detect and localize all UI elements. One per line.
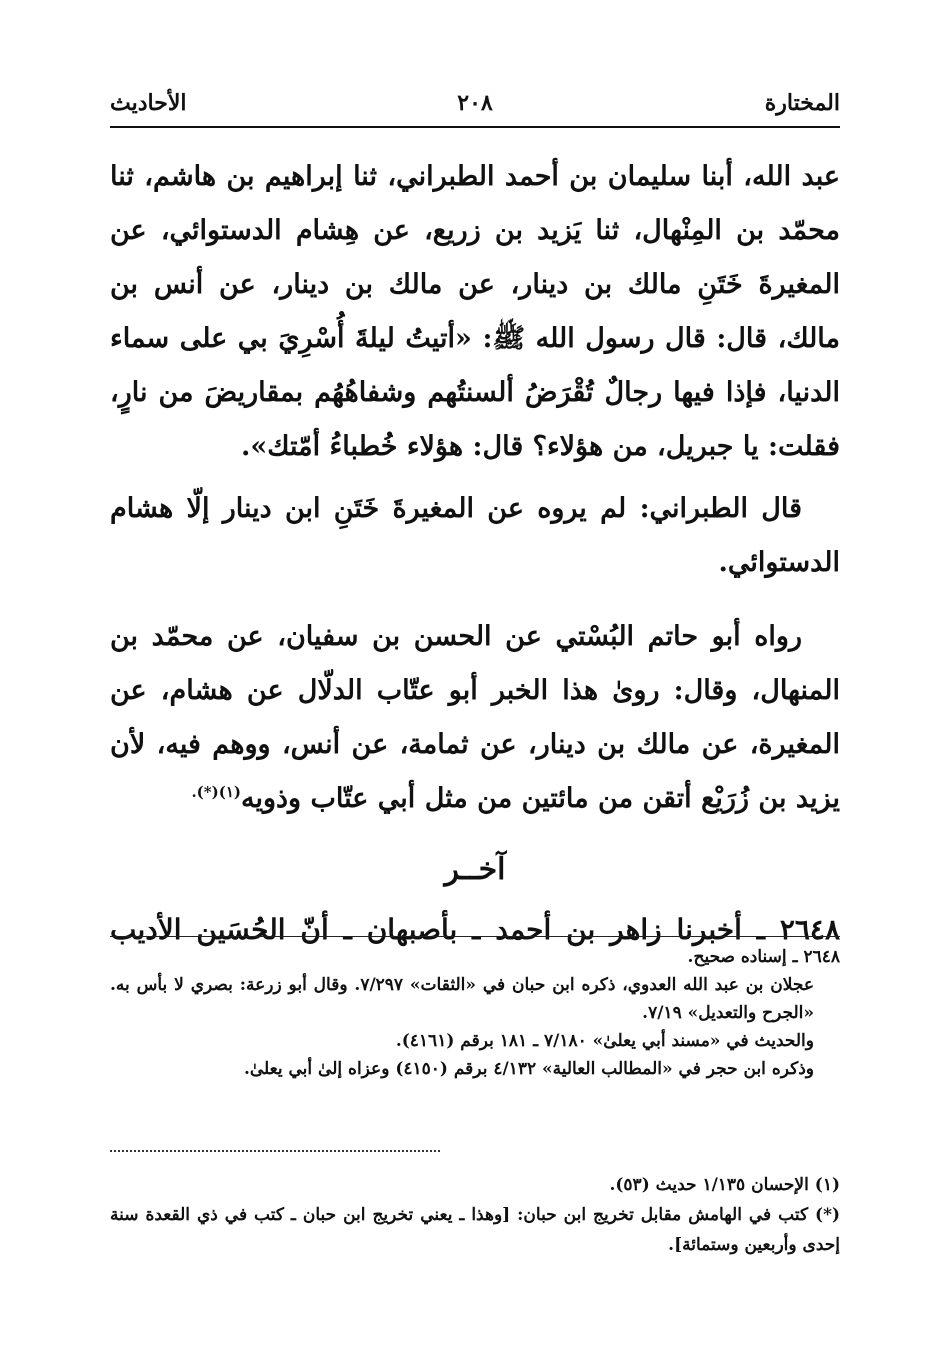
footnote-1: (١) الإحسان ١/١٣٥ حديث (٥٣). <box>609 1175 840 1195</box>
note-line: عجلان بن عبد الله العدوي، ذكره ابن حبان في «الثقات» ٧/٢٩٧. وقال أبو زرعة: بصري لا بأس به. «الجرح والتعديل» ٧/١٩. <box>110 975 815 1023</box>
header-book-title: المختارة <box>764 90 840 116</box>
section-title: آخــر <box>444 852 506 887</box>
footnote-separator <box>110 1150 440 1152</box>
narration-paragraph <box>110 610 840 826</box>
header-section-title: الأحاديث <box>110 90 187 116</box>
main-text <box>110 150 840 956</box>
footnote-reference: (١)(*). <box>191 783 241 801</box>
hadith-notes <box>110 936 840 1083</box>
footnote-star: (*) كتب في الهامش مقابل تخريج ابن حبان: [وهذا ـ يعني تخريج ابن حبان ـ كتب في ذي القعدة سنة إحدى وأربعين وستمائة]. <box>110 1205 840 1255</box>
book-page <box>110 0 840 1355</box>
note-line: والحديث في «مسند أبي يعلىٰ» ٧/١٨٠ ـ ١٨١ برقم (٤١٦١). <box>395 1031 814 1051</box>
narration-text: رواه أبو حاتم البُسْتي عن الحسن بن سفيان، عن محمّد بن المنهال، وقال: روىٰ هذا الخبر أبو عتّاب الدلّال عن هشام، عن المغيرة، عن مالك بن دينار، عن ثمامة، عن أنس، ووهم فيه، لأن يزيد بن زُرَيْع أتقن من مائتين من مثل أبي عتّاب وذويه <box>110 621 840 814</box>
page-header <box>110 86 840 128</box>
notes-head: ٢٦٤٨ ـ إسناده صحيح. <box>687 947 840 967</box>
hadith-text-paragraph: عبد الله، أبنا سليمان بن أحمد الطبراني، ثنا إبراهيم بن هاشم، ثنا محمّد بن المِنْهال، ثنا يَزيد بن زريع، عن هِشام الدستوائي، عن المغيرةَ خَتَنِ مالك بن دينار، عن مالك بن دينار، عن أنس بن مالك، قال: قال رسول الله ﷺ: «أتيتُ ليلةَ أُسْرِيَ بي على سماء الدنيا، فإذا فيها رجالٌ تُقْرَضُ ألسنتُهم وشفاهُهُم بمقاريضَ من نارٍ، فقلت: يا جبريل، من هؤلاء؟ قال: هؤلاء خُطباءُ أمّتك». <box>110 161 840 462</box>
tabarani-comment-paragraph: قال الطبراني: لم يروه عن المغيرةَ خَتَنِ ابن دينار إلّا هشام الدستوائي. <box>110 493 840 578</box>
page-number: ٢٠٨ <box>457 90 493 116</box>
hadith-2648-start: ٢٦٤٨ ـ أخبرنا زاهر بن أحمد ـ بأصبهان ـ أنّ الحُسَين الأديب <box>110 913 840 946</box>
footnotes <box>110 1170 840 1260</box>
note-line: وذكره ابن حجر في «المطالب العالية» ٤/١٣٢ برقم (٤١٥٠) وعزاه إلىٰ أبي يعلىٰ. <box>243 1059 814 1079</box>
